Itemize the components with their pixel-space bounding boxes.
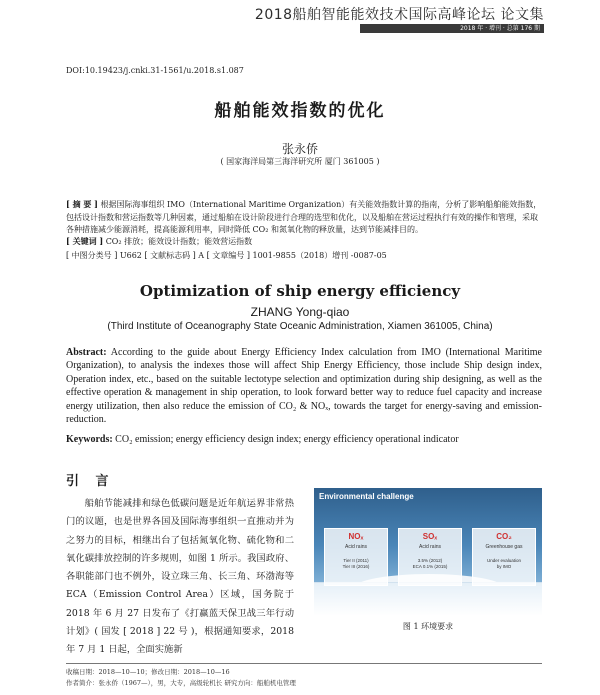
figure-card-sox — [398, 528, 462, 586]
en-abstract — [66, 346, 542, 426]
en-author: ZHANG Yong-qiao — [250, 305, 350, 319]
figure-ice-floor — [314, 582, 542, 616]
figure-card-nox — [324, 528, 388, 586]
cn-keywords-text: CO₂ 排放；能效设计指数；能效营运指数 — [105, 237, 253, 246]
figure-banner: Environmental challenge — [319, 492, 414, 501]
figure-caption: 图 1 环境要求 — [402, 622, 454, 631]
cn-affiliation: ( 国家海洋局第三海洋研究所 厦门 361005 ) — [220, 157, 380, 166]
en-keywords — [66, 434, 542, 445]
card-gas: NOₓ — [348, 532, 364, 541]
header-subtitle: 2018 年 · 增刊 · 总第 176 期 — [460, 25, 540, 32]
card-tier: Under evaluation by IMO — [486, 558, 522, 569]
card-effect: Greenhouse gas — [485, 544, 523, 550]
cn-abstract — [66, 198, 542, 237]
figure-environmental-challenge — [314, 488, 542, 616]
card-gas: SOₓ — [422, 532, 438, 541]
card-tier: 3.5% (2012) ECA 0.1% (2015) — [412, 558, 448, 569]
card-tier: Tier II (2011) Tier III (2016) — [342, 558, 370, 569]
en-keywords-text: CO₂ emission; energy efficiency design index; energy efficiency operational indicator — [115, 434, 459, 445]
card-gas: CO₂ — [496, 532, 512, 541]
en-abstract-text: According to the guide about Energy Efficiency Index calculation from IMO (International Maritime Organization), to analysis the indexes those will affect Ship Energy Efficiency, those include Ship design index, Operation index, etc., based on the suitable lectotype selection and optimization during ship designing, as well as the effective operation & management in ship operation, to look forward better way to reduce fuel capacity and increase energy utilization, then also reduce the emission of CO₂ & NOₓ, towards the target for energy-saving and emission-reduction. — [66, 347, 542, 426]
card-effect: Acid rains — [345, 544, 367, 550]
footer-divider — [66, 663, 542, 664]
cn-title: 船舶能效指数的优化 — [214, 101, 386, 121]
header-title: 2018船舶智能能效技术国际高峰论坛 论文集 — [254, 7, 544, 23]
cn-classification: [ 中图分类号 ] U662 [ 文献标志码 ] A [ 文章编号 ] 1001-9855（2018）增刊 -0087-05 — [66, 251, 387, 260]
figure-card-co2 — [472, 528, 536, 586]
footer-author-bio: 作者简介：张永侨（1967—），男，大专，高级轮机长 研究方向：船舶机电管理 — [66, 679, 296, 687]
en-keywords-label: Keywords: — [66, 434, 113, 445]
footer-dates: 收稿日期：2018—10—10；修改日期：2018—10—16 — [66, 668, 230, 676]
cn-keywords — [66, 236, 542, 247]
body-paragraph: 船舶节能减排和绿色低碳问题是近年航运界非常热门的议题，也是世界各国及国际海事组织一直推动并为之努力的目标，相继出台了包括氮氧化物、硫化物和二氧化碳排放控制的许多规则，如图 1 所示。我国政府、各职能部门也不例外，设立珠三角、长三角、环渤海等 ECA（Emission Control Area）区域，国务院于 2018 年 6 月 27 日发布了《打赢蓝天保卫战三年行动计划》( 国发 [ 2018 ] 22 号 )，根据通知要求，2018 年 7 月 1 日起，全面实施新 — [66, 498, 294, 656]
en-abstract-label: Abstract: — [66, 347, 107, 358]
body-column — [66, 495, 294, 660]
en-title: Optimization of ship energy efficiency — [139, 282, 461, 300]
running-header — [0, 0, 600, 40]
figure-cards — [324, 528, 536, 586]
section-heading: 引 言 — [66, 474, 115, 489]
cn-abstract-text: 根据国际海事组织 IMO（International Maritime Organization）有关能效指数计算的指南，分析了影响船舶能效指数，包括设计指数和营运指数等几种因素，通过船舶在设计阶段进行合理的选型和优化，以及船舶在营运过程执行有效的操作和管理，采取各种措施减少能源消耗，提高能源利用率，同时降低 CO₂ 和氮氧化物的释放量，达到节能减排目的。 — [66, 200, 542, 234]
cn-keywords-label: [ 关键词 ] — [66, 236, 104, 246]
en-affiliation: (Third Institute of Oceanography State Oceanic Administration, Xiamen 361005, China) — [107, 321, 493, 332]
card-effect: Acid rains — [419, 544, 441, 550]
cn-author: 张永侨 — [281, 142, 318, 156]
doi-line: DOI:10.19423/j.cnki.31-1561/u.2018.s1.087 — [66, 66, 244, 75]
cn-abstract-label: [ 摘 要 ] — [66, 199, 98, 209]
